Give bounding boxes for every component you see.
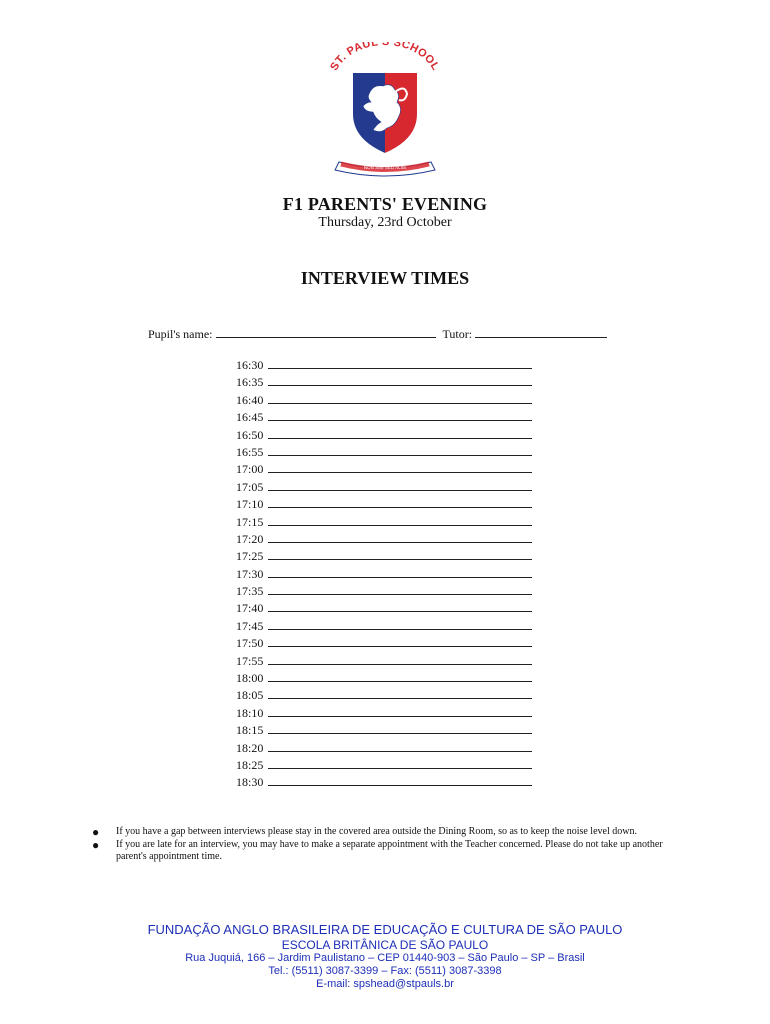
time-slot-row <box>236 705 532 722</box>
time-slot-field[interactable] <box>268 514 532 526</box>
time-slot-field[interactable] <box>268 479 532 491</box>
time-slot-label: 16:55 <box>236 444 264 459</box>
phone-fax: Tel.: (5511) 3087-3399 – Fax: (5511) 3087-3398 <box>268 965 502 977</box>
time-slot-row <box>236 461 532 478</box>
time-slot-field[interactable] <box>268 635 532 647</box>
time-slot-row <box>236 757 532 774</box>
time-slot-label: 16:40 <box>236 392 264 407</box>
time-slot-row <box>236 600 532 617</box>
time-slot-label: 18:20 <box>236 740 264 755</box>
time-slot-label: 16:30 <box>236 358 264 372</box>
time-slot-row <box>236 427 532 444</box>
interview-slots-list <box>236 357 532 792</box>
notes-list <box>90 826 680 864</box>
tutor-label: Tutor: <box>442 327 473 341</box>
time-slot-label: 17:55 <box>236 653 264 668</box>
time-slot-label: 18:10 <box>236 705 264 720</box>
time-slot-label: 17:50 <box>236 636 264 651</box>
time-slot-field[interactable] <box>268 496 532 508</box>
list-item <box>90 826 680 839</box>
time-slot-label: 17:25 <box>236 549 264 564</box>
time-slot-field[interactable] <box>268 722 532 734</box>
time-slot-field[interactable] <box>268 600 532 612</box>
footer <box>0 921 770 991</box>
time-slot-field[interactable] <box>268 705 532 717</box>
time-slot-field[interactable] <box>268 427 532 439</box>
time-slot-row <box>236 566 532 583</box>
time-slot-label: 17:00 <box>236 462 264 477</box>
tutor-field[interactable] <box>475 326 607 338</box>
time-slot-field[interactable] <box>268 757 532 769</box>
time-slot-row <box>236 618 532 635</box>
time-slot-row <box>236 409 532 426</box>
time-slot-field[interactable] <box>268 409 532 421</box>
time-slot-label: 16:50 <box>236 427 264 442</box>
time-slot-label: 18:05 <box>236 688 264 703</box>
bullet-icon: ● <box>92 825 100 839</box>
time-slot-field[interactable] <box>268 461 532 473</box>
time-slot-label: 17:45 <box>236 618 264 633</box>
school-crest-icon <box>325 42 445 177</box>
time-slot-field[interactable] <box>268 374 532 386</box>
motto-text: NON SIBI SED ALIIS <box>363 165 407 170</box>
time-slot-field[interactable] <box>268 392 532 404</box>
time-slot-row <box>236 392 532 409</box>
time-slot-label: 17:05 <box>236 479 264 494</box>
time-slot-field[interactable] <box>268 687 532 699</box>
time-slot-row <box>236 740 532 757</box>
time-slot-field[interactable] <box>268 618 532 630</box>
time-slot-row <box>236 687 532 704</box>
time-slot-label: 16:35 <box>236 375 264 390</box>
time-slot-row <box>236 357 532 374</box>
event-date: Thursday, 23rd October <box>318 215 452 230</box>
page-title: F1 PARENTS' EVENING <box>282 194 488 214</box>
time-slot-row <box>236 531 532 548</box>
time-slot-field[interactable] <box>268 670 532 682</box>
time-slot-row <box>236 635 532 652</box>
time-slot-row <box>236 548 532 565</box>
time-slot-label: 17:20 <box>236 531 264 546</box>
time-slot-label: 16:45 <box>236 410 264 425</box>
time-slot-field[interactable] <box>268 444 532 456</box>
svg-text:ST. PAUL'S SCHOOL: ST. PAUL' SCHOOL <box>328 42 442 73</box>
time-slot-field[interactable] <box>268 774 532 786</box>
time-slot-row <box>236 583 532 600</box>
time-slot-label: 17:40 <box>236 601 264 616</box>
time-slot-field[interactable] <box>268 566 532 578</box>
time-slot-label: 18:15 <box>236 723 264 738</box>
time-slot-field[interactable] <box>268 357 532 369</box>
time-slot-row <box>236 722 532 739</box>
time-slot-label: 17:30 <box>236 566 264 581</box>
time-slot-row <box>236 496 532 513</box>
time-slot-field[interactable] <box>268 531 532 543</box>
bullet-icon: ● <box>92 837 100 852</box>
time-slot-label: 18:00 <box>236 671 264 686</box>
time-slot-label: 17:15 <box>236 514 264 529</box>
time-slot-field[interactable] <box>268 548 532 560</box>
pupil-name-label: Pupil's name: <box>148 327 213 341</box>
time-slot-row <box>236 670 532 687</box>
school-logo <box>325 42 445 177</box>
email[interactable]: E-mail: spshead@stpauls.br <box>316 978 454 990</box>
time-slot-row <box>236 774 532 791</box>
foundation-name: FUNDAÇÃO ANGLO BRASILEIRA DE EDUCAÇÃO E CULTURA DE SÃO PAULO <box>147 922 623 937</box>
time-slot-row <box>236 479 532 496</box>
time-slot-label: 18:25 <box>236 757 264 772</box>
time-slot-field[interactable] <box>268 583 532 595</box>
time-slot-label: 18:30 <box>236 775 264 790</box>
time-slot-row <box>236 444 532 461</box>
section-title: INTERVIEW TIMES <box>300 268 470 288</box>
time-slot-row <box>236 514 532 531</box>
time-slot-row <box>236 374 532 391</box>
pupil-tutor-row <box>148 326 607 342</box>
time-slot-label: 17:10 <box>236 497 264 512</box>
time-slot-row <box>236 653 532 670</box>
pupil-name-field[interactable] <box>216 326 436 338</box>
list-item <box>90 839 680 864</box>
time-slot-field[interactable] <box>268 740 532 752</box>
note-text: If you have a gap between interviews please stay in the covered area outside the Dining Room, so as to keep the noise level down. <box>116 826 637 837</box>
address: Rua Juquiá, 166 – Jardim Paulistano – CEP 01440-903 – São Paulo – SP – Brasil <box>185 952 585 964</box>
note-text: If you are late for an interview, you may have to make a separate appointment with the Teacher concerned. Please do not take up another parent's appointment time. <box>116 838 663 862</box>
time-slot-field[interactable] <box>268 653 532 665</box>
time-slot-label: 17:35 <box>236 584 264 599</box>
school-name: ESCOLA BRITÂNICA DE SÃO PAULO <box>281 938 489 952</box>
